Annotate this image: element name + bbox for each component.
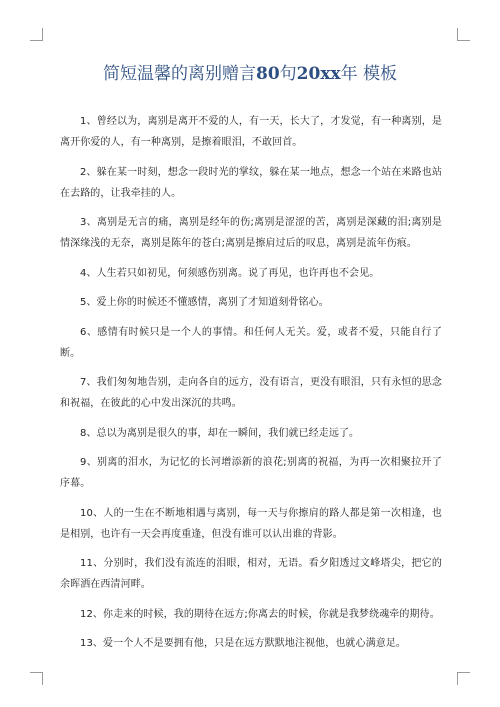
document-body <box>60 111 442 663</box>
paragraph-4: 4、人生若只如初见，何须感伤别离。说了再见，也许再也不会见。 <box>80 267 380 279</box>
paragraph-9: 9、别离的泪水，为记忆的长河增添新的浪花;别离的祝福，为再一次相聚拉开了序幕。 <box>60 457 442 489</box>
paragraph-11: 11、分别时，我们没有流连的泪眼，相对，无语。看夕阳透过文峰塔尖，把它的余晖洒在西清河畔。 <box>60 558 442 590</box>
paragraph-5: 5、爱上你的时候还不懂感情，离别了才知道刻骨铭心。 <box>80 297 329 308</box>
title-number: 80 <box>255 64 280 84</box>
paragraph-1: 1、曾经以为，离别是离开不爱的人，有一天，长大了，才发觉，有一种离别，是离开你爱的人，有一种离别，是擦着眼泪，不敢回首。 <box>60 116 442 148</box>
crop-mark-bottom-left <box>30 672 43 685</box>
paragraph-10: 10、人的一生在不断地相遇与离别，每一天与你擦肩的路人都是第一次相逢，也是相别，也许有一天会再度重逢，但没有谁可以认出谁的背影。 <box>60 507 442 540</box>
paragraph-7: 7、我们匆匆地告别，走向各自的远方，没有语言，更没有眼泪，只有永恒的思念和祝福，在彼此的心中发出深沉的共鸣。 <box>60 377 442 409</box>
title-middle: 句 <box>279 64 297 84</box>
crop-mark-bottom-right <box>457 672 470 685</box>
paragraph-2: 2、躲在某一时刻，想念一段时光的掌纹，躲在某一地点，想念一个站在来路也站在去路的，让我牵挂的人。 <box>60 166 442 199</box>
crop-mark-top-right <box>457 28 470 41</box>
paragraph-12: 12、你走来的时候，我的期待在远方;你离去的时候，你就是我梦绕魂牵的期待。 <box>80 608 440 620</box>
document-title <box>40 62 460 86</box>
paragraph-8: 8、总以为离别是很久的事，却在一瞬间，我们就已经走远了。 <box>80 427 360 439</box>
paragraph-6: 6、感情有时候只是一个人的事情。和任何人无关。爱，或者不爱，只能自行了断。 <box>60 326 442 359</box>
crop-mark-top-left <box>30 28 43 41</box>
title-year: 20xx <box>296 64 341 84</box>
paragraph-13: 13、爱一个人不是要拥有他，只是在远方默默地注视他，也就心满意足。 <box>80 638 407 649</box>
title-suffix: 年 模板 <box>340 64 397 84</box>
title-prefix: 简短温馨的离别赠言 <box>102 64 256 84</box>
paragraph-3: 3、离别是无言的痛，离别是经年的伤;离别是涩涩的苦，离别是深藏的泪;离别是情深缘浅的无奈，离别是陈年的苍白;离别是擦肩过后的叹息，离别是流年伤痕。 <box>60 217 442 249</box>
